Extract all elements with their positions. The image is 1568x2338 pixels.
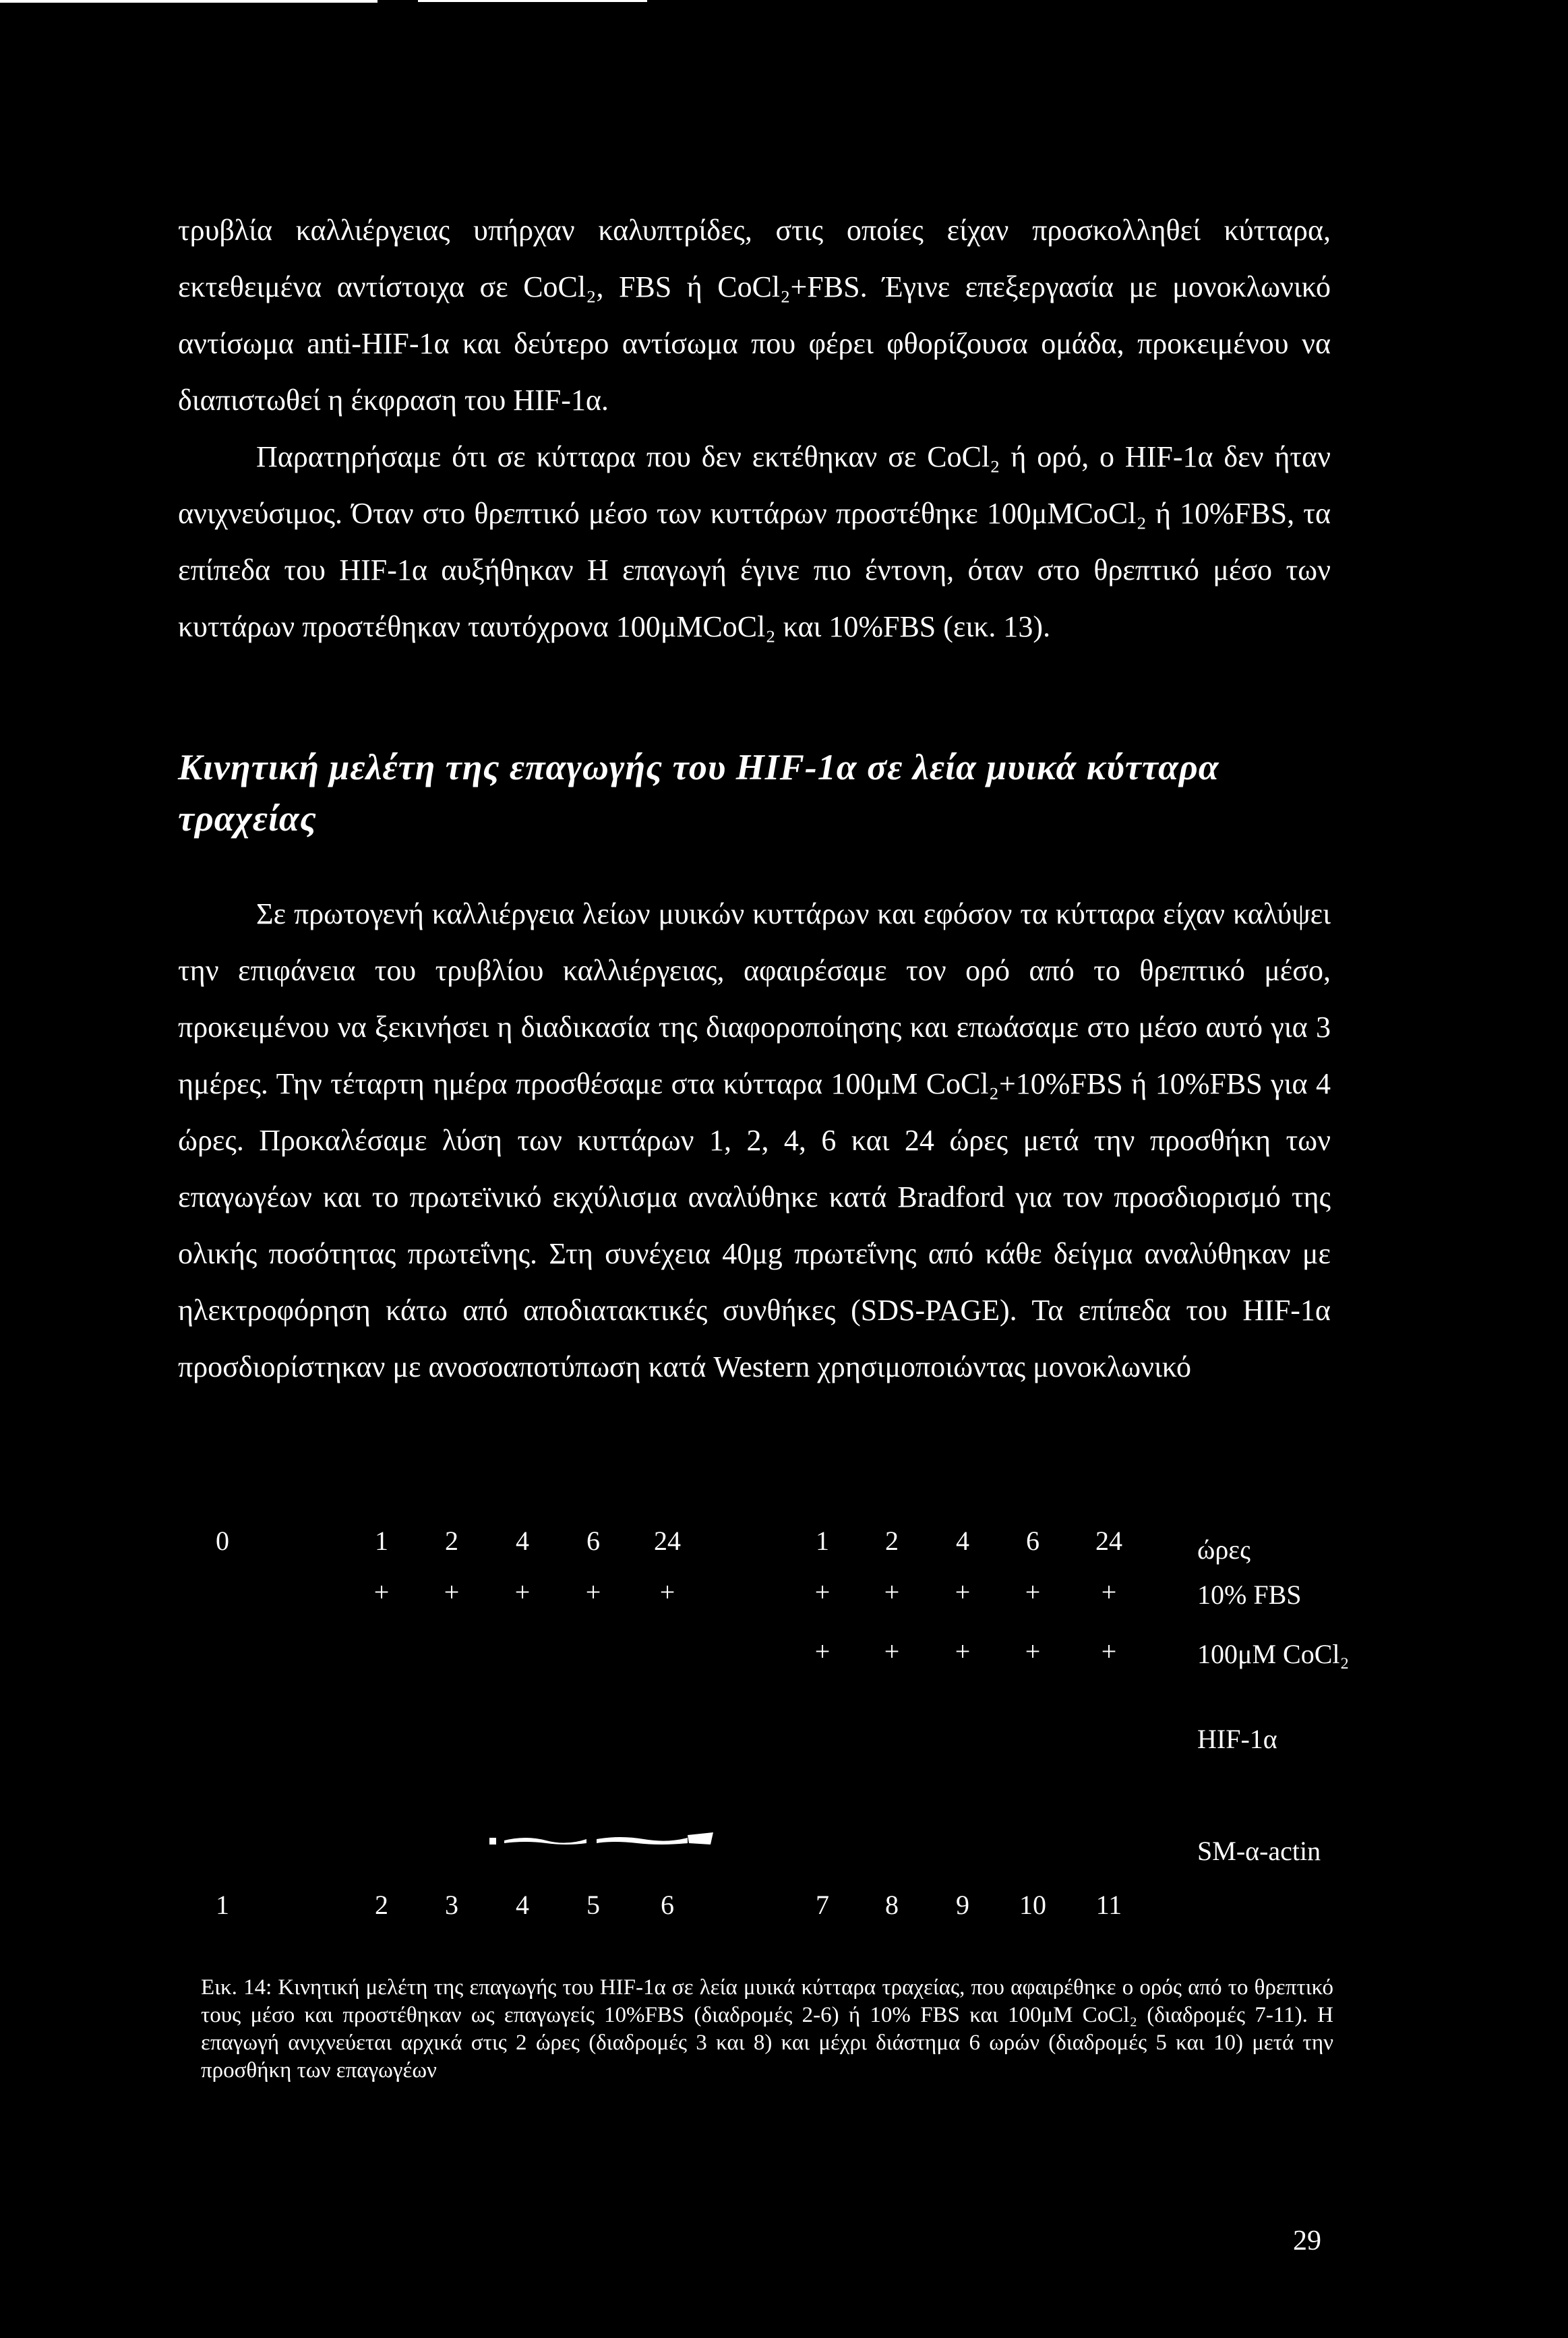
fbs-cell-9: +: [1025, 1577, 1041, 1607]
fbs-cell-2: +: [444, 1577, 460, 1607]
lane-number-11: 11: [1095, 1890, 1122, 1920]
lane-number-7: 7: [816, 1890, 829, 1920]
paragraph-3: Σε πρωτογενή καλλιέργεια λείων μυικών κυττάρων και εφόσον τα κύτταρα είχαν καλύψει την επιφάνεια του τρυβλίου καλλιέργειας, αφαιρέσαμε τον ορό από το θρεπτικό μέσο, προκειμένου να ξεκινήσει η διαδικασία της διαφοροποίησης και επωάσαμε στο μέσο αυτό για 3 ημέρες. Την τέταρτη ημέρα προσθέσαμε στα κύτταρα 100μΜ CoCl₂+10%FBS ή 10%FBS για 4 ώρες. Προκαλέσαμε λύση των κυττάρων 1, 2, 4, 6 και 24 ώρες μετά την προσθήκη των επαγωγέων και το πρωτεϊνικό εκχύλισμα αναλύθηκε κατά Bradford για τον προσδιορισμό της ολικής ποσότητας πρωτεΐνης. Στη συνέχεια 40μg πρωτεΐνης από κάθε δείγμα αναλύθηκαν με ηλεκτροφόρηση κάτω από αποδιατακτικές συνθήκες (SDS-PAGE). Τα επίπεδα του HIF-1α προσδιορίστηκαν με ανοσοαποτύπωση κατά Western χρησιμοποιώντας μονοκλωνικό: [178, 897, 1331, 1383]
fbs-cell-1: +: [373, 1577, 390, 1607]
lane-number-1: 1: [216, 1890, 229, 1920]
cocl2-cell-4: +: [1025, 1636, 1041, 1667]
lane-number-6: 6: [661, 1890, 674, 1920]
actin-band-image: [485, 1831, 715, 1849]
hif-label: HIF-1α: [1197, 1724, 1277, 1754]
fbs-cell-8: +: [955, 1577, 971, 1607]
fbs-cell-6: +: [814, 1577, 831, 1607]
page-number: 29: [1293, 2225, 1321, 2256]
lane-number-10: 10: [1019, 1890, 1046, 1920]
lane-number-3: 3: [445, 1890, 458, 1920]
figure-caption: Εικ. 14: Κινητική μελέτη της επαγωγής του HIF-1α σε λεία μυικά κύτταρα τραχείας, που αφαιρέθηκε ο ορός από το θρεπτικό τους μέσο και προστέθηκαν ως επαγωγείς 10%FBS (διαδρομές 2-6) ή 10% FBS και 100μΜ CoCl₂ (διαδρομές 7-11). Η επαγωγή ανιχνεύεται αρχικά στις 2 ώρες (διαδρομές 3 και 8) και μέχρι διάστημα 6 ωρών (διαδρομές 5 και 10) μετά την προσθήκη των επαγωγέων: [201, 1975, 1333, 2082]
top-rule-2: [418, 0, 647, 2]
lane-number-5: 5: [586, 1890, 600, 1920]
lane-number-9: 9: [956, 1890, 969, 1920]
hours-cell-6: 24: [654, 1526, 681, 1556]
page-body: [178, 202, 1331, 1396]
hours-cell-4: 4: [516, 1526, 529, 1556]
hours-cell-11: 24: [1095, 1526, 1122, 1556]
fbs-cell-7: +: [884, 1577, 900, 1607]
lane-number-8: 8: [885, 1890, 899, 1920]
cocl2-cell-1: +: [814, 1636, 831, 1667]
paragraph-2: Παρατηρήσαμε ότι σε κύτταρα που δεν εκτέθηκαν σε CoCl₂ ή ορό, ο HIF-1α δεν ήταν ανιχνεύσιμος. Όταν στο θρεπτικό μέσο των κυττάρων προστέθηκε 100μMCoCl₂ ή 10%FBS, τα επίπεδα του HIF-1α αυξήθηκαν Η επαγωγή έγινε πιο έντονη, όταν στο θρεπτικό μέσο των κυττάρων προστέθηκαν ταυτόχρονα 100μMCoCl₂ και 10%FBS (εικ. 13).: [178, 440, 1331, 643]
section-heading: Κινητική μελέτη της επαγωγής του HIF-1α σε λεία μυικά κύτταρα τραχείας: [178, 747, 1219, 839]
hours-cell-9: 4: [956, 1526, 969, 1556]
fbs-cell-4: +: [585, 1577, 601, 1607]
hours-cell-10: 6: [1026, 1526, 1039, 1556]
hours-cell-8: 2: [885, 1526, 899, 1556]
fbs-cell-10: +: [1101, 1577, 1117, 1607]
top-rule: [0, 0, 378, 3]
hours-label: ώρες: [1197, 1534, 1250, 1565]
cocl2-label: 100μM CoCl₂: [1197, 1639, 1350, 1669]
cocl2-cell-2: +: [884, 1636, 900, 1667]
hours-cell-1: 0: [216, 1526, 229, 1556]
cocl2-cell-5: +: [1101, 1636, 1117, 1667]
hours-cell-7: 1: [816, 1526, 829, 1556]
fbs-cell-3: +: [514, 1577, 531, 1607]
hours-cell-2: 1: [375, 1526, 388, 1556]
actin-label: SM-α-actin: [1197, 1836, 1321, 1866]
fbs-cell-5: +: [659, 1577, 675, 1607]
cocl2-cell-3: +: [955, 1636, 971, 1667]
lane-number-2: 2: [375, 1890, 388, 1920]
fbs-label: 10% FBS: [1197, 1580, 1302, 1610]
hours-cell-5: 6: [586, 1526, 600, 1556]
paragraph-1: τρυβλία καλλιέργειας υπήρχαν καλυπτρίδες, στις οποίες είχαν προσκολληθεί κύτταρα, εκτεθειμένα αντίστοιχα σε CoCl₂, FBS ή CoCl₂+FBS. Έγινε επεξεργασία με μονοκλωνικό αντίσωμα anti-HIF-1α και δεύτερο αντίσωμα που φέρει φθορίζουσα ομάδα, προκειμένου να διαπιστωθεί η έκφραση του HIF-1α.: [178, 214, 1331, 417]
lane-number-4: 4: [516, 1890, 529, 1920]
hours-cell-3: 2: [445, 1526, 458, 1556]
actin-band: [485, 1831, 715, 1849]
